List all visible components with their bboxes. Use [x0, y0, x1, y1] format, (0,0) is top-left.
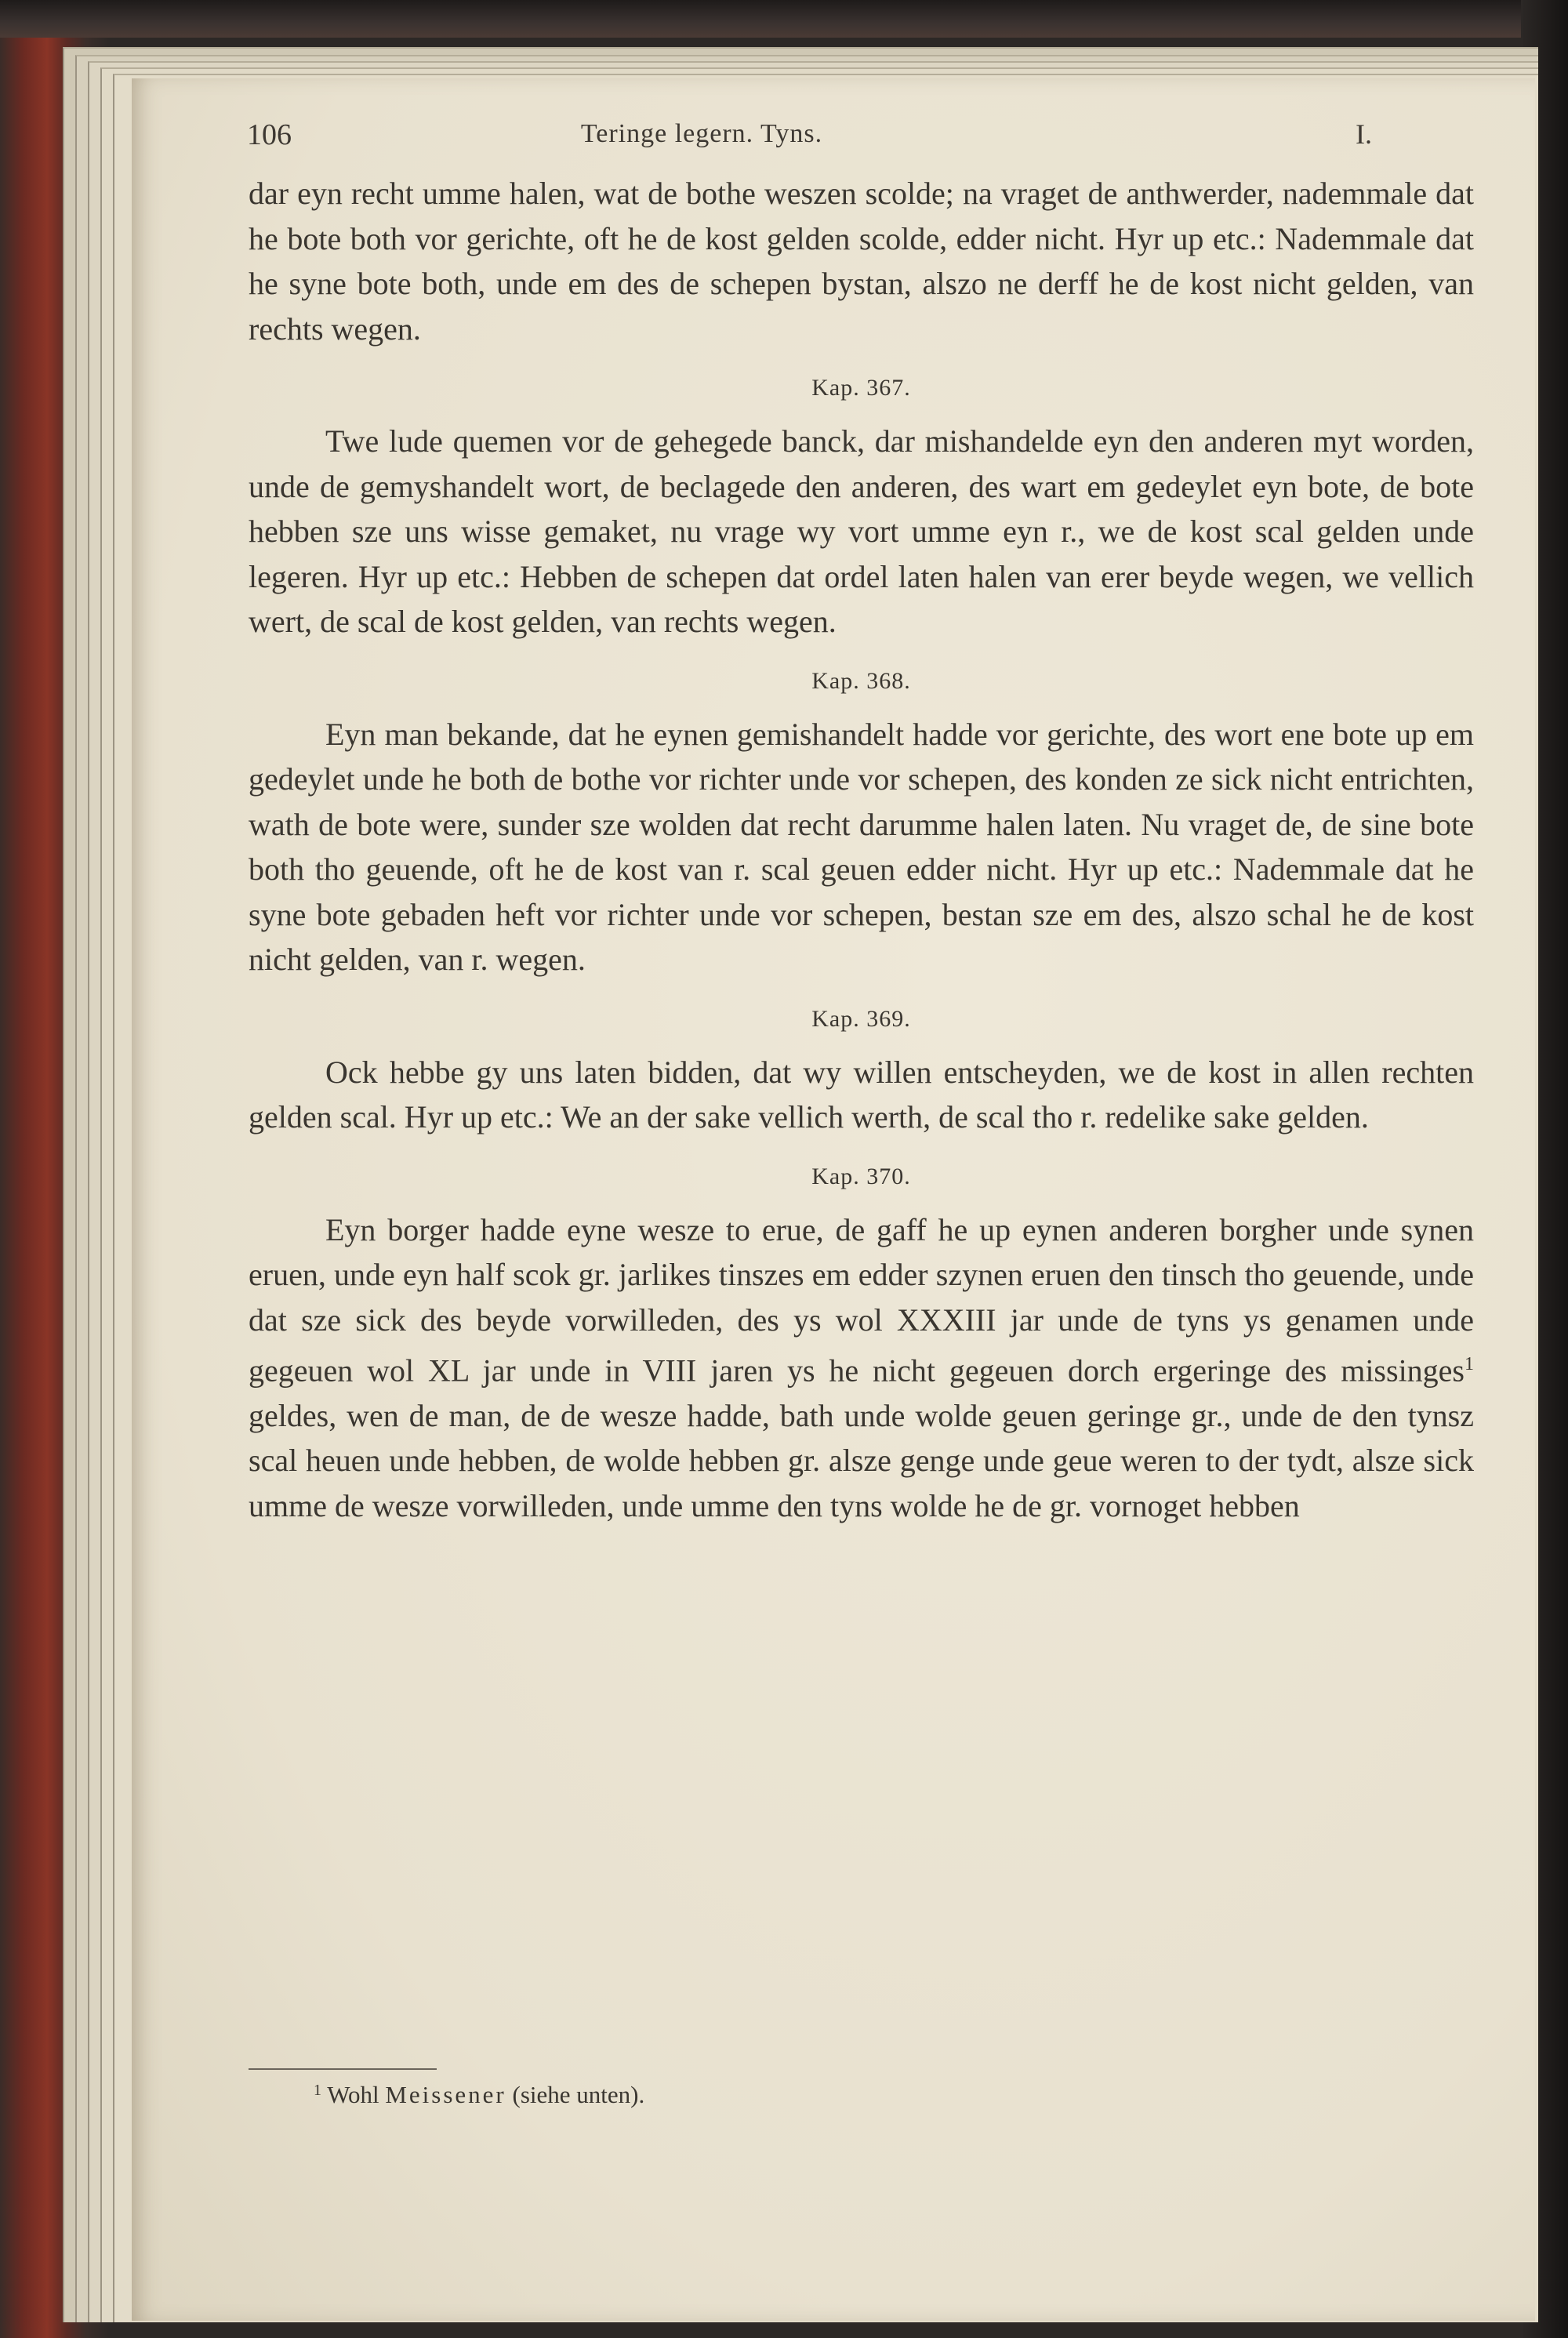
chapter-heading-369: Kap. 369.: [811, 1005, 911, 1032]
chapter-heading-368: Kap. 368.: [811, 667, 911, 694]
chapter-heading-367: Kap. 367.: [811, 375, 911, 401]
running-title: Teringe legern. Tyns.: [580, 119, 823, 148]
footnote: [314, 2081, 644, 2109]
paragraph-kap-369: Ock hebbe gy uns laten bidden, dat wy willen entscheyden, we de kost in allen rechten gelden scal. Hyr up etc.: We an der sake vellich werth, de scal tho r. redelike sake gelden.: [249, 1054, 1474, 1135]
footnote-marker: 1: [314, 2082, 321, 2099]
volume-mark: I.: [1356, 118, 1372, 150]
footnote-name: Meissener: [385, 2081, 506, 2108]
chapter-heading-370: Kap. 370.: [811, 1163, 911, 1189]
footnote-reference: 1: [1465, 1354, 1474, 1374]
page-number: 106: [247, 118, 292, 151]
paragraph-kap-370: [249, 1207, 1474, 1529]
footnote-lead: Wohl: [327, 2081, 386, 2108]
book-cover-top-edge: [0, 0, 1568, 38]
paragraph-continued: dar eyn recht umme halen, wat de bothe weszen scolde; na vraget de anthwerder, nademmale dat he bote both vor gerichte, oft he de kost gelden scolde, edder nicht. Hyr up etc.: Nademmale dat he syne bote both, unde em des de schepen bystan, alszo ne derff he de kost nicht gelden, van rechts wegen.: [249, 176, 1474, 347]
paragraph-kap-370-part-a: Eyn borger hadde eyne wesze to erue, de gaff he up eynen anderen borgher unde synen eruen, unde eyn half scok gr. jarlikes tinszes em edder szynen eruen den tinsch tho geuende, unde dat sze sick des beyde vorwilleden, des ys wol XXXIII jar unde de tyns ys genamen unde gegeuen wol XL jar unde in VIII jaren ys he nicht gegeuen dorch ergeringe des missinges: [249, 1211, 1474, 1389]
footnote-rest: (siehe unten).: [506, 2081, 645, 2108]
main-text: [249, 171, 1474, 1528]
paragraph-kap-368: Eyn man bekande, dat he eynen gemishandelt hadde vor gerichte, des wort ene bote up em gedeylet unde he both de bothe vor richter unde vor schepen, des konden ze sick nicht entrichten, wath de bote were, sunder sze wolden dat recht darumme halen laten. Nu vraget de, de sine bote both tho geuende, oft he de kost van r. scal geuen edder nicht. Hyr up etc.: Nademmale dat he syne bote gebaden heft vor richter unde vor schepen, bestan sze em des, alszo schal he de kost nicht gelden, van r. wegen.: [249, 716, 1474, 977]
paragraph-kap-367: Twe lude quemen vor de gehegede banck, dar mishandelde eyn den anderen myt worden, unde de gemyshandelt wort, de beclagede den anderen, des wart em gedeylet eyn bote, de bote hebben sze uns wisse gemaket, nu vrage wy vort umme eyn r., we de kost scal gelden unde legeren. Hyr up etc.: Hebben de schepen dat ordel laten halen van erer beyde wegen, we vellich wert, de scal de kost gelden, van rechts wegen.: [249, 423, 1474, 639]
footnote-divider: [249, 2068, 437, 2070]
paragraph-kap-370-part-b: geldes, wen de man, de de wesze hadde, bath unde wolde geuen geringe gr., unde de den tynsz scal heuen unde hebben, de wolde hebben gr. alsze genge unde geue weren to der tydt, alsze sick umme de wesze vorwilleden, unde umme den tyns wolde he de gr. vornoget hebben: [249, 1397, 1474, 1523]
running-header: [0, 118, 1403, 165]
